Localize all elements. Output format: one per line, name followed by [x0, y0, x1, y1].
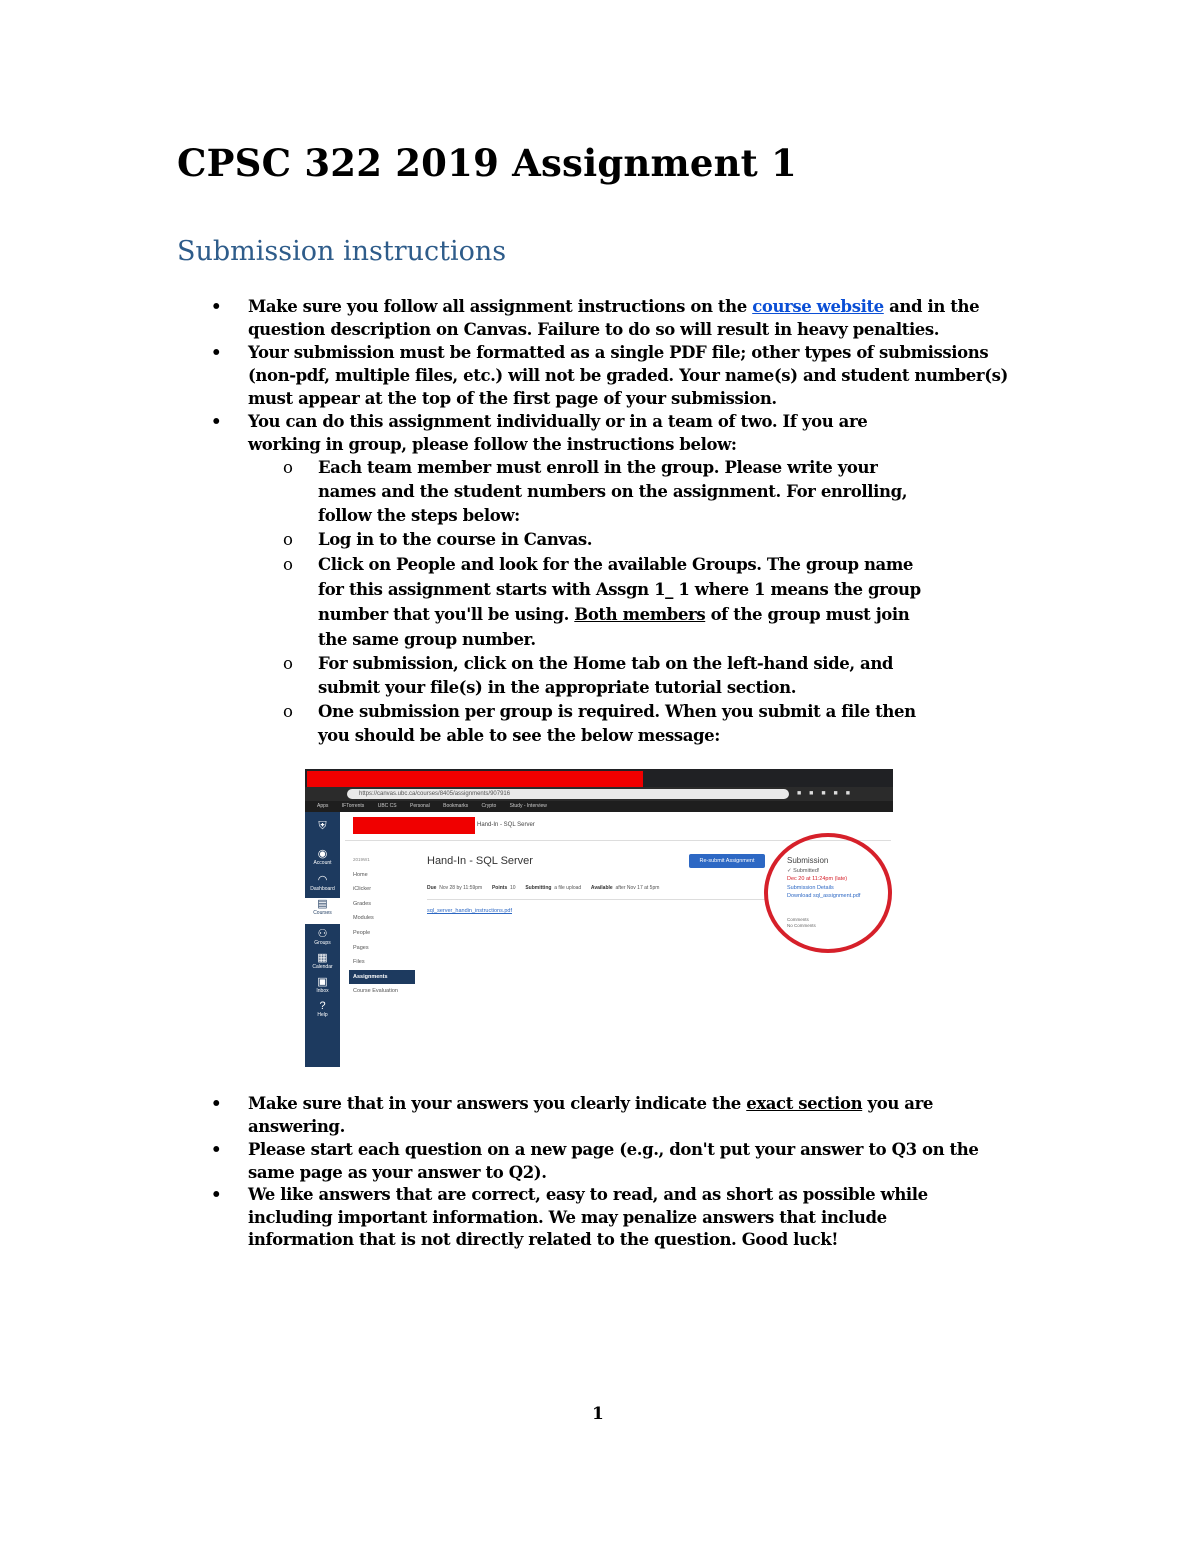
nav-groups: ⚇ Groups	[305, 928, 340, 946]
account-icon: ◉	[317, 848, 328, 860]
course-menu: 2019W1 Home iClicker Grades Modules People Pages Files Assignments Course Evaluation	[353, 853, 415, 999]
section-heading: Submission instructions	[177, 236, 507, 267]
assignment-title: Hand-In - SQL Server	[427, 855, 533, 867]
nav-inbox: ▣ Inbox	[305, 976, 340, 994]
courses-icon: ▤	[317, 898, 328, 910]
instructions-list	[0, 295, 1008, 748]
list-item: • Your submission must be formatted as a single PDF file; other types of submissions (non-pdf, multiple files, etc.) will not be graded. Your name(s) and student number(s) must appear at the top of the first page of your submission.	[211, 343, 1008, 408]
groups-icon: ⚇	[317, 928, 328, 940]
circle-bullet-icon: o	[283, 654, 293, 673]
bookmarks-bar: Apps IFTorrents UBC CS Personal Bookmarks Crypto Study - Interview	[305, 801, 893, 812]
page-number: 1	[592, 1404, 604, 1424]
instructions-list-continued	[0, 1092, 1008, 1252]
document-title: CPSC 322 2019 Assignment 1	[177, 141, 797, 185]
course-website-link[interactable]: course website	[752, 297, 884, 316]
browser-extension-icons: ■ ■ ■ ■ ■	[797, 790, 853, 797]
nav-courses: ▤ Courses	[305, 898, 340, 924]
nav-help: ? Help	[305, 1000, 340, 1018]
circle-bullet-icon: o	[283, 530, 293, 549]
redaction-box	[353, 817, 475, 834]
bullet-icon: •	[211, 343, 222, 362]
bullet-icon: •	[211, 297, 222, 316]
bullet-icon: •	[211, 1094, 222, 1113]
bullet-icon: •	[211, 412, 222, 431]
list-item: • Make sure you follow all assignment instructions on the course website and in the question description on Canvas. Failure to do so will result in heavy penalties.	[211, 297, 980, 339]
breadcrumb: Hand-In - SQL Server	[477, 822, 535, 828]
ubc-logo: ⛨	[318, 820, 327, 832]
list-item: • Make sure that in your answers you clearly indicate the exact section you are answering.	[211, 1094, 933, 1136]
nav-dashboard: ◠ Dashboard	[305, 874, 340, 892]
list-item: • Please start each question on a new page (e.g., don't put your answer to Q3 on the same page as your answer to Q2).	[211, 1140, 979, 1182]
bullet-icon: •	[211, 1185, 222, 1204]
sub-list-item: o Click on People and look for the available Groups. The group name for this assignment starts with Assgn 1_ 1 where 1 means the group number that you'll be using. Both members of the group must join the same group number.	[0, 552, 930, 652]
help-icon: ?	[319, 1000, 326, 1012]
circle-bullet-icon: o	[283, 458, 293, 477]
attachment-link: sql_server_handin_instructions.pdf	[427, 908, 512, 914]
redaction-bar	[307, 771, 643, 788]
calendar-icon: ▦	[317, 952, 328, 964]
group-steps-list	[0, 456, 1008, 748]
list-item: • You can do this assignment individually or in a team of two. If you are working in group, please follow the instructions below:	[211, 412, 868, 454]
canvas-submission-screenshot	[305, 769, 893, 1067]
sub-list-item: o For submission, click on the Home tab on the left-hand side, and submit your file(s) in the appropriate tutorial section.	[283, 654, 894, 697]
submission-panel: Submission ✓ Submitted! Dec 20 at 11:24pm (late) Submission Details Download sql_assignment.pdf Comments No Comments	[787, 856, 861, 928]
divider	[427, 899, 767, 900]
sub-list-item: o Log in to the course in Canvas.	[0, 528, 930, 552]
sub-list-item: o Each team member must enroll in the group. Please write your names and the student numbers on the assignment. For enrolling, follow the steps below:	[283, 458, 908, 525]
bullet-icon: •	[211, 1140, 222, 1159]
inbox-icon: ▣	[317, 976, 328, 988]
nav-account: ◉ Account	[305, 848, 340, 866]
resubmit-button: Re-submit Assignment	[689, 854, 765, 868]
circle-bullet-icon: o	[283, 555, 293, 574]
nav-calendar: ▦ Calendar	[305, 952, 340, 970]
circle-bullet-icon: o	[283, 702, 293, 721]
canvas-global-nav	[305, 812, 340, 1067]
dashboard-icon: ◠	[317, 874, 328, 886]
assignment-meta: Due Nov 28 by 11:59pm Points 10 Submitting a file upload Available after Nov 17 at 5pm	[427, 885, 660, 891]
address-bar: https://canvas.ubc.ca/courses/8405/assignments/907916	[347, 789, 789, 799]
sub-list-container	[0, 456, 1008, 748]
list-item: • We like answers that are correct, easy to read, and as short as possible while including important information. We may penalize answers that include information that is not directly related to the question. Good luck!	[211, 1185, 928, 1249]
sub-list-item: o One submission per group is required. When you submit a file then you should be able to see the below message:	[283, 702, 916, 745]
